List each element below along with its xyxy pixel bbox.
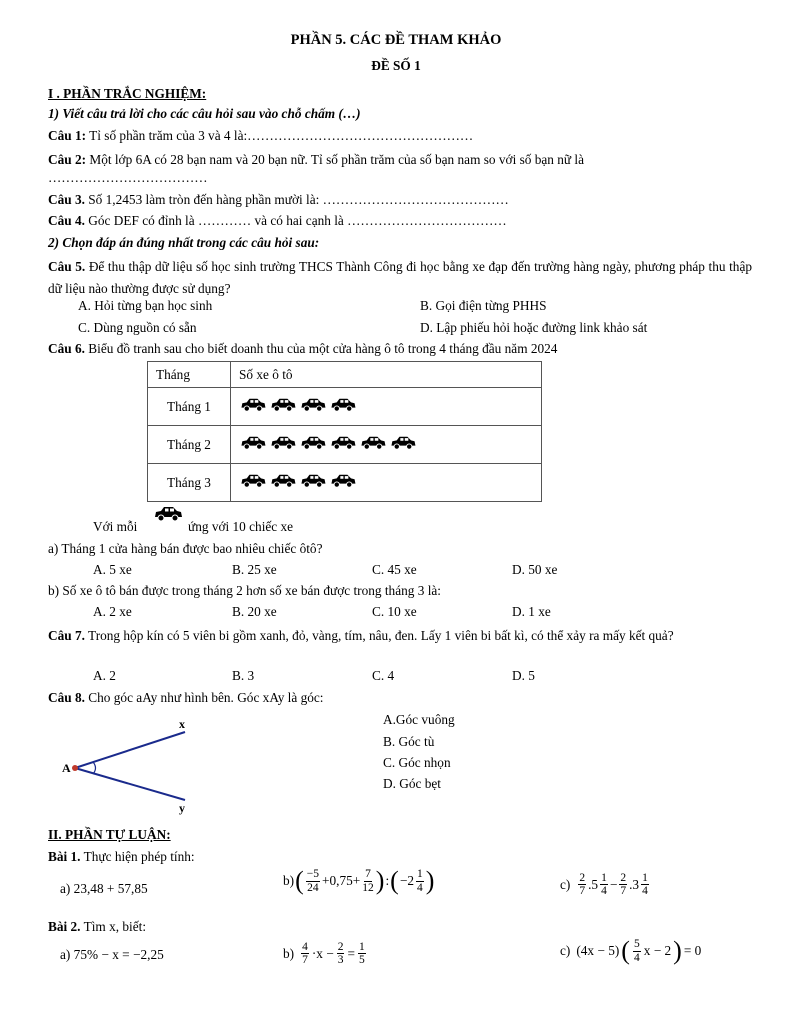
bai1-a-expr: 23,48 + 57,85 xyxy=(73,881,148,896)
bai2-a xyxy=(60,947,164,963)
bai1-c-t2: .3 xyxy=(629,876,640,892)
bai2-c-t1: (4x − 5) xyxy=(576,943,620,959)
bai2-b-eq: = xyxy=(347,945,355,961)
bai1-b-frac2 xyxy=(362,868,374,893)
q8-option-c[interactable]: C. Góc nhọn xyxy=(383,755,451,770)
car-icon xyxy=(299,397,327,417)
table-header-month: Tháng xyxy=(148,362,231,388)
q6a-option-c[interactable]: C. 45 xe xyxy=(372,562,417,577)
bai1-c-frac3 xyxy=(619,872,627,897)
bai1-c-tag: c) xyxy=(560,876,571,892)
bai2-b-f1-num: 4 xyxy=(302,941,308,953)
bai1-b-f2-num: 7 xyxy=(365,868,371,881)
bai1-b-tag: b) xyxy=(283,873,295,889)
bai2-a-expr: 75% − x = −2,25 xyxy=(73,947,164,962)
q5-label: Câu 5. xyxy=(48,259,86,274)
bai2 xyxy=(48,919,146,935)
bai1-text: Thực hiện phép tính: xyxy=(83,849,195,864)
q6a-option-d[interactable]: D. 50 xe xyxy=(512,562,558,577)
bai2-b-f3-num: 1 xyxy=(358,941,365,953)
q5-option-c[interactable]: C. Dùng nguồn có sẵn xyxy=(78,320,197,335)
bai1-b-colon: : xyxy=(385,873,390,889)
bai2-b-tag: b) xyxy=(283,945,295,961)
bai2-c-frac1 xyxy=(633,938,641,963)
ray-y-label: y xyxy=(179,801,185,815)
bai2-b-f3-den: 5 xyxy=(358,954,365,967)
bai1-b-mixed-whole: −2 xyxy=(399,873,414,889)
car-icon xyxy=(269,473,297,493)
q6b-text: b) Số xe ô tô bán được trong tháng 2 hơn số xe bán được trong tháng 3 là: xyxy=(48,583,441,598)
part1-sub1: 1) Viết câu trả lời cho các câu hỏi sau vào chỗ chấm (…) xyxy=(48,106,361,121)
bai2-b-frac3 xyxy=(358,941,366,966)
q1-label: Câu 1: xyxy=(48,128,87,143)
q7-option-b[interactable]: B. 3 xyxy=(232,668,255,683)
bai1-c-frac1 xyxy=(578,872,586,897)
q7-label: Câu 7. xyxy=(48,628,85,643)
bai1-b-f1-num: −5 xyxy=(306,868,319,881)
q6a-text: a) Tháng 1 cửa hàng bán được bao nhiêu chiếc ôtô? xyxy=(48,541,323,556)
bai1-c-f3-num: 2 xyxy=(620,872,627,884)
paren-open: ( xyxy=(295,866,304,895)
q8-option-b[interactable]: B. Góc tù xyxy=(383,734,435,749)
bai1-b-f2-den: 12 xyxy=(362,881,374,894)
bai1-b-f1-den: 24 xyxy=(307,881,319,894)
row3-cars xyxy=(239,473,533,493)
bai1-c-t1: .5 xyxy=(588,876,599,892)
table-header-cars: Số xe ô tô xyxy=(231,362,542,388)
bai1-c-f4-num: 1 xyxy=(642,872,648,884)
row2-cars xyxy=(239,435,533,455)
bai2-c-f1-den: 4 xyxy=(633,951,640,964)
car-icon xyxy=(239,435,267,455)
bai1-a xyxy=(60,881,148,897)
car-icon xyxy=(299,473,327,493)
q8 xyxy=(48,690,323,706)
legend-after: ứng với 10 chiếc xe xyxy=(188,519,294,534)
q4 xyxy=(48,213,507,229)
bai1-c-f1-den: 7 xyxy=(579,885,586,898)
q6b-option-d[interactable]: D. 1 xe xyxy=(512,604,551,619)
bai2-c-f1-num: 5 xyxy=(633,938,640,951)
car-icon xyxy=(329,435,357,455)
vertex-point xyxy=(72,765,78,771)
bai2-c-t2: x − 2 xyxy=(643,943,672,959)
part1-sub2: 2) Chọn đáp án đúng nhất trong các câu hỏi sau: xyxy=(48,235,320,250)
row2-month: Tháng 2 xyxy=(148,426,231,464)
bai1-b-mixed-frac xyxy=(416,868,424,893)
paren-close-2: ) xyxy=(425,866,435,895)
q5 xyxy=(48,256,752,300)
row1-month: Tháng 1 xyxy=(148,388,231,426)
part1-heading: I . PHẦN TRẮC NGHIỆM: xyxy=(48,86,207,101)
q5-option-b[interactable]: B. Gọi điện từng PHHS xyxy=(420,298,547,313)
q2 xyxy=(48,149,752,171)
bai2-c xyxy=(560,938,701,964)
q7-text: Trong hộp kín có 5 viên bi gồm xanh, đỏ, vàng, tím, nâu, đen. Lấy 1 viên bi bất kì, có thể xảy ra mấy kết quả? xyxy=(88,628,674,643)
bai2-b xyxy=(283,941,367,966)
bai1-c-frac4 xyxy=(641,872,649,897)
car-icon xyxy=(359,435,387,455)
q3 xyxy=(48,192,509,208)
bai2-b-frac2 xyxy=(337,941,345,966)
row1-cars xyxy=(239,397,533,417)
bai1-c-f3-den: 7 xyxy=(620,885,627,898)
paren-open-2: ( xyxy=(390,866,399,895)
q7-option-a[interactable]: A. 2 xyxy=(93,668,116,683)
bai1-b xyxy=(283,868,434,894)
car-icon xyxy=(299,435,327,455)
q4-text: Góc DEF có đỉnh là ………… và có hai cạnh là ……………………………… xyxy=(88,213,507,228)
part2-heading: II. PHẦN TỰ LUẬN: xyxy=(48,827,171,842)
q8-text: Cho góc aAy như hình bên. Góc xAy là góc: xyxy=(88,690,324,705)
q6a-option-a[interactable]: A. 5 xe xyxy=(93,562,132,577)
car-icon xyxy=(329,473,357,493)
car-icon xyxy=(239,473,267,493)
q6b-option-b[interactable]: B. 20 xe xyxy=(232,604,277,619)
page-title: PHẦN 5. CÁC ĐỀ THAM KHẢO xyxy=(290,32,502,48)
q1-text: Tỉ số phần trăm của 3 và 4 là:…………………………………………… xyxy=(89,128,474,143)
q8-option-a[interactable]: A.Góc vuông xyxy=(383,712,455,727)
vertex-label: A xyxy=(62,761,71,775)
bai1-c-f2-num: 1 xyxy=(601,872,607,884)
bai2-text: Tìm x, biết: xyxy=(83,919,147,934)
q2-dots: ……………………………… xyxy=(48,170,208,185)
car-icon xyxy=(153,505,183,527)
car-icon xyxy=(389,435,417,455)
q2-text: Một lớp 6A có 28 bạn nam và 20 bạn nữ. Tỉ số phần trăm của số bạn nam so với số bạn nữ là xyxy=(89,152,585,167)
ray-y xyxy=(75,768,185,800)
bai1-label: Bài 1. xyxy=(48,849,81,864)
car-icon xyxy=(329,397,357,417)
bai2-c-eq: = 0 xyxy=(683,943,702,959)
q4-label: Câu 4. xyxy=(48,213,85,228)
q5-text: Để thu thập dữ liệu số học sinh trường THCS Thành Công đi học bằng xe đạp đến trường hàng ngày, phương pháp thu thập dữ liệu nào thường được sử dụng? xyxy=(48,259,752,296)
bai1-c-f1-num: 2 xyxy=(579,872,586,884)
car-icon xyxy=(269,435,297,455)
bai1-a-tag: a) xyxy=(60,881,71,896)
q3-text: Số 1,2453 làm tròn đến hàng phần mười là: …………………………………… xyxy=(88,192,509,207)
q7-option-c[interactable]: C. 4 xyxy=(372,668,395,683)
q8-option-d[interactable]: D. Góc bẹt xyxy=(383,776,441,791)
q2-label: Câu 2: xyxy=(48,152,87,167)
q6a-option-b[interactable]: B. 25 xe xyxy=(232,562,277,577)
bai2-label: Bài 2. xyxy=(48,919,81,934)
paren-open-3: ( xyxy=(621,936,630,965)
q6b-option-a[interactable]: A. 2 xe xyxy=(93,604,132,619)
q6 xyxy=(48,341,557,357)
bai2-b-t1: ·x − xyxy=(311,945,334,961)
bai2-b-f2-den: 3 xyxy=(337,954,344,967)
ray-x xyxy=(75,732,185,768)
q7 xyxy=(48,625,752,647)
paren-close-3: ) xyxy=(673,936,682,965)
ray-x-label: x xyxy=(179,717,185,731)
q6b-option-c[interactable]: C. 10 xe xyxy=(372,604,417,619)
bai1-c xyxy=(560,872,650,897)
q5-option-d[interactable]: D. Lập phiếu hỏi hoặc đường link khảo sát xyxy=(420,320,648,335)
q6-text: Biểu đồ tranh sau cho biết doanh thu của một cửa hàng ô tô trong 4 tháng đầu năm 2024 xyxy=(88,341,558,356)
q5-option-a[interactable]: A. Hỏi từng bạn học sinh xyxy=(78,298,213,313)
bai1-c-frac2 xyxy=(600,872,608,897)
bai1-c-f4-den: 4 xyxy=(642,885,648,898)
bai1-c-f2-den: 4 xyxy=(601,885,607,898)
legend-before: Với mỗi xyxy=(93,519,138,534)
paren-close: ) xyxy=(375,866,385,895)
bai2-b-f2-num: 2 xyxy=(337,941,344,953)
q6-label: Câu 6. xyxy=(48,341,85,356)
page-subtitle: ĐỀ SỐ 1 xyxy=(371,58,421,73)
bai2-b-frac1 xyxy=(301,941,309,966)
car-icon xyxy=(239,397,267,417)
q7-option-d[interactable]: D. 5 xyxy=(512,668,535,683)
pictograph-table xyxy=(147,361,542,502)
bai1-b-frac1 xyxy=(306,868,320,893)
car-icon xyxy=(269,397,297,417)
q1 xyxy=(48,128,473,144)
bai1-c-minus: − xyxy=(609,876,618,892)
bai1-b-mixed-num: 1 xyxy=(416,868,423,881)
angle-figure xyxy=(58,712,198,822)
bai1-b-mid: +0,75+ xyxy=(322,873,361,889)
bai1-b-mixed-den: 4 xyxy=(416,881,423,894)
row3-month: Tháng 3 xyxy=(148,464,231,502)
bai2-b-f1-den: 7 xyxy=(302,954,308,967)
bai2-a-tag: a) xyxy=(60,947,71,962)
q3-label: Câu 3. xyxy=(48,192,85,207)
q8-label: Câu 8. xyxy=(48,690,85,705)
bai1 xyxy=(48,849,195,865)
bai2-c-tag: c) xyxy=(560,943,571,959)
angle-arc xyxy=(93,762,96,774)
